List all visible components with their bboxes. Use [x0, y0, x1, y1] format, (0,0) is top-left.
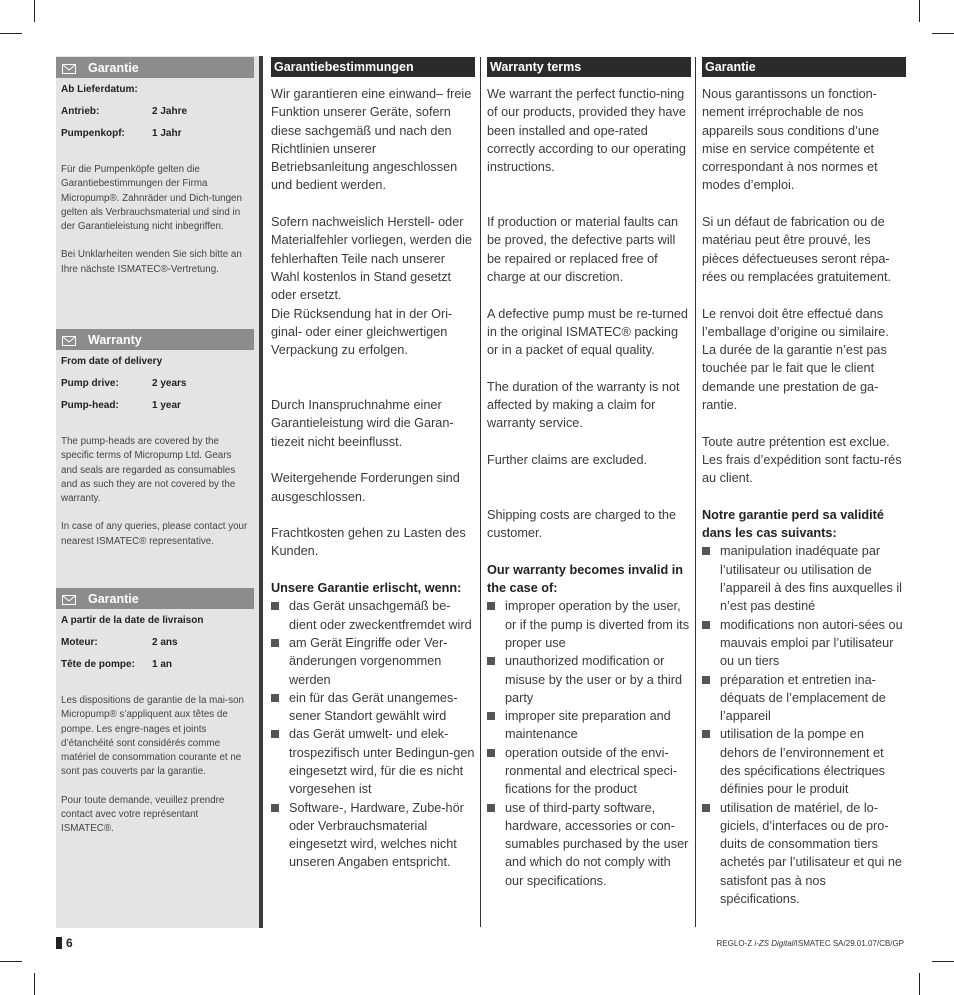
sidebar-section-de	[56, 57, 254, 291]
list-item: modifications non autori-sées ou mauvais emploi par l’utilisateur ou un tiers	[702, 616, 906, 671]
list-item: improper operation by the user, or if the pump is diverted from its proper use	[487, 597, 691, 652]
sidebar-title: Warranty	[88, 332, 142, 347]
reference-suffix: /ISMATEC SA/29.01.07/CB/GP	[793, 939, 904, 948]
envelope-icon	[62, 335, 76, 345]
from-date-label: A partir de la date de livraison	[61, 615, 204, 626]
paragraph: Si un défaut de fabrication ou de matériau peut être prouvé, les pièces défectueuses seront répa-rées ou remplacées gratuitement.	[702, 215, 891, 284]
reference-prefix: REGLO-Z	[716, 939, 755, 948]
crop-mark	[0, 33, 22, 34]
sidebar-paragraph: Les dispositions de garantie de la mai-son Micropump® s’appliquent aux têtes de pompe. Les engre-nages et joints d’étanchéité sont considérés comme matériel de consommation courante et ne sont pas couverts par la garantie.	[61, 695, 244, 778]
paragraph: The duration of the warranty is not affected by making a claim for warranty service.	[487, 379, 680, 431]
column-de	[271, 57, 475, 872]
list-item: operation outside of the envi-ronmental and electrical speci-fications for the product	[487, 744, 691, 799]
page-number-text: 6	[66, 936, 73, 950]
sidebar-paragraph: Pour toute demande, veuillez prendre contact avec votre représentant ISMATEC®.	[61, 794, 225, 835]
envelope-icon	[62, 594, 76, 604]
paragraph: If production or material faults can be proved, the defective parts will be repaired or replaced free of charge at our discretion.	[487, 215, 679, 284]
paragraph: Frachtkosten gehen zu Lasten des Kunden.	[271, 526, 466, 559]
paragraph: Shipping costs are charged to the customer.	[487, 507, 677, 541]
sidebar-section-en	[56, 329, 254, 563]
invalid-heading: Unsere Garantie erlischt, wenn:	[271, 581, 462, 596]
column-title: Warranty terms	[487, 57, 691, 77]
list-item: improper site preparation and maintenance	[487, 707, 691, 744]
paragraph: Le renvoi doit être effectué dans l’emballage d’origine ou similaire. La durée de la garantie n’est pas touchée par le fait que le client demande une prestation de ga-rantie.	[702, 306, 889, 413]
from-date-label: From date of delivery	[61, 356, 163, 367]
sidebar-paragraph: Bei Unklarheiten wenden Sie sich bitte an Ihre nächste ISMATEC®-Vertretung.	[61, 249, 242, 275]
paragraph: Toute autre prétention est exclue. Les frais d’expédition sont factu-rés au client.	[702, 434, 902, 486]
warranty-row: Pumpenkopf: 1 Jahr	[61, 128, 182, 139]
warranty-row: Tête de pompe: 1 an	[61, 659, 173, 670]
document-reference	[717, 939, 904, 948]
invalid-heading: Notre garantie perd sa validité dans les cas suivants:	[702, 507, 884, 541]
crop-mark	[919, 973, 920, 995]
bullet-list	[702, 542, 906, 908]
list-item: use of third-party software, hardware, accessories or con-sumables purchased by the user and which do not comply with our specifications.	[487, 799, 691, 890]
list-item: préparation et entretien ina-déquats de l’emplacement de l’appareil	[702, 671, 906, 726]
list-item: ein für das Gerät unangemes-sener Standort gewählt wird	[271, 689, 475, 726]
column-title: Garantie	[702, 57, 906, 77]
paragraph: Nous garantissons un fonction-nement irréprochable de nos appareils sous conditions d’une mise en service compétente et correspondant à nos normes et modes d’emploi.	[702, 87, 880, 193]
envelope-icon	[62, 63, 76, 73]
column-divider	[695, 57, 696, 927]
paragraph: Sofern nachweislich Herstell- oder Materialfehler vorliegen, werden die fehlerhaften Teile nach unserer Wahl kostenlos in Stand gesetzt oder ersetzt.	[271, 215, 472, 303]
crop-mark	[932, 961, 954, 962]
column-divider	[480, 57, 481, 927]
sidebar-paragraph: Für die Pumpenköpfe gelten die Garantiebestimmungen der Firma Micropump®. Zahnräder und Dich-tungen gelten als Verbrauchsmaterial und sind in der Garantieleistung nicht inbegriffen.	[61, 164, 242, 233]
sidebar-section-fr	[56, 588, 254, 851]
sidebar-paragraph: The pump-heads are covered by the specific terms of Micropump Ltd. Gears and seals are regarded as consumables and as such they are not covered by the warranty.	[61, 436, 236, 505]
invalid-heading: Our warranty becomes invalid in the case of:	[487, 562, 684, 596]
bullet-list	[487, 597, 691, 890]
list-item: utilisation de la pompe en dehors de l’environnement et des spécifications électriques définies pour le produit	[702, 725, 906, 798]
crop-mark	[34, 0, 35, 22]
crop-mark	[34, 973, 35, 995]
warranty-row: Pump-head: 1 year	[61, 400, 181, 411]
list-item: am Gerät Eingriffe oder Ver-änderungen vorgenommen werden	[271, 634, 475, 689]
sidebar-title: Garantie	[88, 591, 139, 606]
paragraph: Wir garantieren eine einwand– freie Funktion unserer Geräte, sofern diese sachgemäß und nach den Richtlinien unserer Betriebsanleitung angeschlossen und bedient werden.	[271, 87, 472, 193]
sidebar-header	[56, 57, 254, 78]
sidebar-paragraph: In case of any queries, please contact your nearest ISMATEC® representative.	[61, 521, 248, 547]
crop-mark	[0, 961, 22, 962]
sidebar-title: Garantie	[88, 60, 139, 75]
list-item: das Gerät umwelt- und elek-trospezifisch unter Bedingun-gen eingesetzt wird, für die es nicht vorgesehen ist	[271, 725, 475, 798]
page-number	[56, 936, 73, 950]
crop-mark	[932, 33, 954, 34]
sidebar-divider	[259, 56, 263, 928]
paragraph: Die Rücksendung hat in der Ori-ginal- oder einer gleichwertigen Verpackung zu erfolgen.	[271, 306, 453, 358]
list-item: manipulation inadéquate par l’utilisateur ou utilisation de l’appareil à des fins auxquelles il n’est pas destiné	[702, 542, 906, 615]
crop-mark	[919, 0, 920, 22]
list-item: das Gerät unsachgemäß be-dient oder zweckentfremdet wird	[271, 597, 475, 634]
column-en	[487, 57, 691, 890]
page-marker	[56, 937, 62, 949]
warranty-row: Pump drive: 2 years	[61, 378, 187, 389]
sidebar-header	[56, 588, 254, 609]
list-item: utilisation de matériel, de lo-giciels, d’interfaces ou de pro-duits de consommation tiers achetés par l’utilisateur et qui ne satisfont pas à nos spécifications.	[702, 799, 906, 909]
paragraph: Further claims are excluded.	[487, 452, 648, 467]
paragraph: A defective pump must be re-turned in the original ISMATEC® packing or in a packet of equal quality.	[487, 306, 688, 358]
list-item: unauthorized modification or misuse by the user or by a third party	[487, 652, 691, 707]
bullet-list	[271, 597, 475, 871]
from-date-label: Ab Lieferdatum:	[61, 84, 138, 95]
column-fr	[702, 57, 906, 908]
list-item: Software-, Hardware, Zube-hör oder Verbrauchsmaterial eingesetzt wird, welches nicht unseren Angaben entspricht.	[271, 799, 475, 872]
paragraph: Durch Inanspruchnahme einer Garantieleistung wird die Garan-tiezeit nicht beeinflusst.	[271, 398, 454, 449]
paragraph: Weitergehende Forderungen sind ausgeschlossen.	[271, 471, 460, 504]
sidebar-header	[56, 329, 254, 350]
paragraph: We warrant the perfect functio-ning of our products, provided they have been installed and ope-rated correctly according to our operating instructions.	[487, 87, 686, 175]
column-title: Garantiebestimmungen	[271, 57, 475, 77]
reference-italic: i-ZS Digital	[754, 939, 794, 948]
warranty-row: Moteur: 2 ans	[61, 637, 178, 648]
warranty-row: Antrieb: 2 Jahre	[61, 106, 188, 117]
sidebar	[56, 56, 259, 928]
